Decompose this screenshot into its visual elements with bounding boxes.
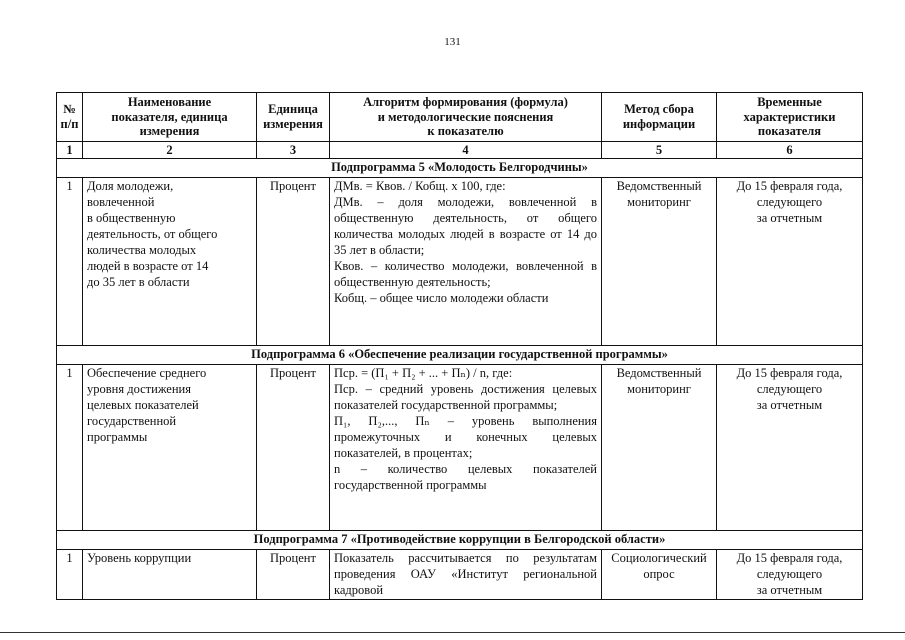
collection-method: Социологический опрос xyxy=(602,549,717,599)
section-title-row xyxy=(57,158,863,177)
header-unit: Единица измерения xyxy=(257,93,330,142)
indicator-unit: Процент xyxy=(257,177,330,345)
collection-method: Ведомственный мониторинг xyxy=(602,177,717,345)
time-characteristics: До 15 февраля года, следующего за отчетным xyxy=(717,364,863,530)
column-number: 5 xyxy=(602,141,717,158)
algorithm-line: ДМв. – доля молодежи, вовлеченной в общественную деятельность, от общего количества молодых людей в возрасте от 14 до 35 лет в области; xyxy=(334,194,597,257)
column-number: 6 xyxy=(717,141,863,158)
algorithm-line: П₁, П₂,..., Пₙ – уровень выполнения промежуточных и конечных целевых показателей, в процентах; xyxy=(334,413,597,460)
time-characteristics: До 15 февраля года, следующего за отчетным xyxy=(717,549,863,599)
algorithm-line: n – количество целевых показателей государственной программы xyxy=(334,461,597,492)
header-method: Метод сбора информации xyxy=(602,93,717,142)
time-characteristics: До 15 февраля года, следующего за отчетным xyxy=(717,177,863,345)
section-title: Подпрограмма 7 «Противодействие коррупции в Белгородской области» xyxy=(57,530,863,549)
section-title: Подпрограмма 5 «Молодость Белгородчины» xyxy=(57,158,863,177)
table-row xyxy=(57,364,863,530)
column-number: 2 xyxy=(83,141,257,158)
header-name: Наименование показателя, единица измерения xyxy=(83,93,257,142)
header-num: № п/п xyxy=(57,93,83,142)
indicator-name: Обеспечение среднего уровня достижения целевых показателей государственной программы xyxy=(83,364,257,530)
algorithm-line: Показатель рассчитывается по результатам проведения ОАУ «Институт региональной кадровой xyxy=(334,550,597,597)
row-num: 1 xyxy=(57,177,83,345)
collection-method: Ведомственный мониторинг xyxy=(602,364,717,530)
indicator-name: Уровень коррупции xyxy=(83,549,257,599)
indicator-algorithm xyxy=(330,364,602,530)
section-title-row xyxy=(57,530,863,549)
indicator-unit: Процент xyxy=(257,549,330,599)
column-number: 4 xyxy=(330,141,602,158)
column-number: 1 xyxy=(57,141,83,158)
algorithm-line: Пср. = (П₁ + П₂ + ... + Пₙ) / n, где: xyxy=(334,365,513,380)
table-row xyxy=(57,177,863,345)
page-bottom-rule xyxy=(0,632,905,633)
table-row xyxy=(57,549,863,599)
indicator-algorithm xyxy=(330,177,602,345)
row-num: 1 xyxy=(57,549,83,599)
section-title-row xyxy=(57,345,863,364)
algorithm-line: Квов. – количество молодежи, вовлеченной в общественную деятельность; xyxy=(334,258,597,289)
column-number: 3 xyxy=(257,141,330,158)
indicator-algorithm xyxy=(330,549,602,599)
column-number-row xyxy=(57,141,863,158)
section-title: Подпрограмма 6 «Обеспечение реализации государственной программы» xyxy=(57,345,863,364)
header-row xyxy=(57,93,863,142)
indicator-unit: Процент xyxy=(257,364,330,530)
algorithm-line: Пср. – средний уровень достижения целевых показателей государственной программы; xyxy=(334,381,597,412)
algorithm-line: Кобщ. – общее число молодежи области xyxy=(334,290,549,305)
row-num: 1 xyxy=(57,364,83,530)
indicator-table xyxy=(56,92,863,600)
page-number: 131 xyxy=(444,36,461,48)
algorithm-line: ДМв. = Квов. / Кобщ. х 100, где: xyxy=(334,178,506,193)
indicator-name: Доля молодежи, вовлеченной в общественную деятельность, от общего количества молодых людей в возрасте от 14 до 35 лет в области xyxy=(83,177,257,345)
header-algorithm: Алгоритм формирования (формула) и методологические пояснения к показателю xyxy=(330,93,602,142)
header-timing: Временные характеристики показателя xyxy=(717,93,863,142)
